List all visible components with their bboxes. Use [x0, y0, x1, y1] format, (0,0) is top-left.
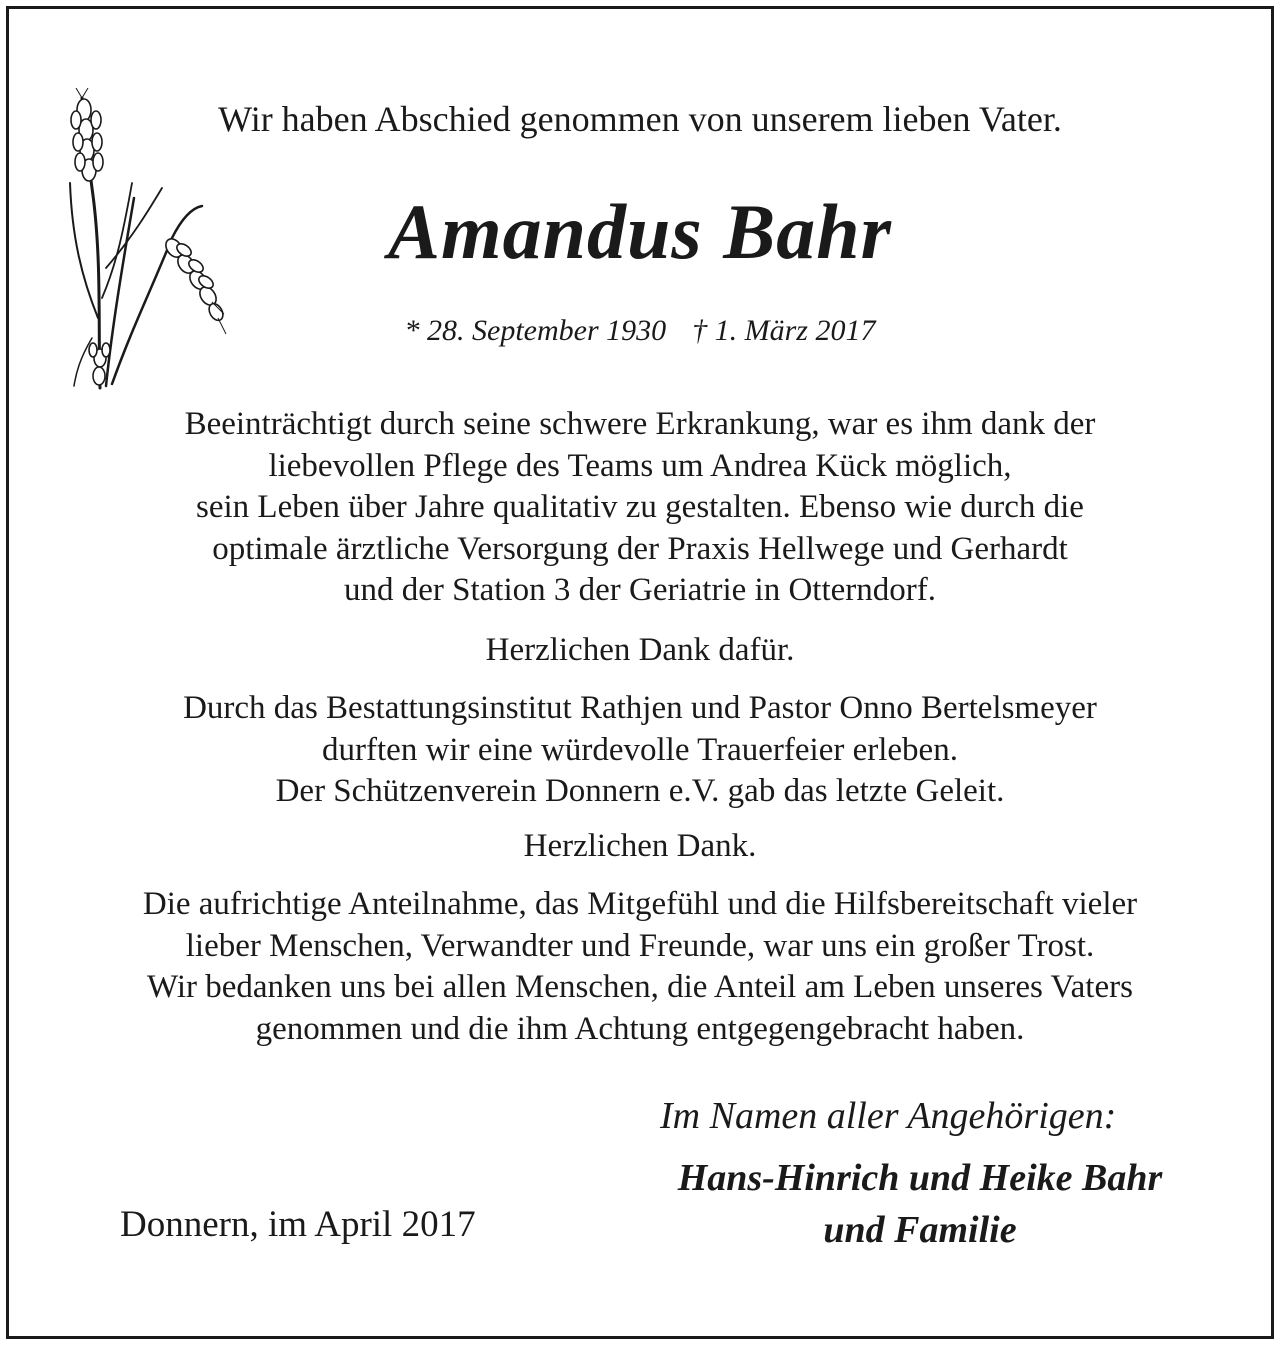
paragraph-line: Herzlichen Dank. [523, 828, 757, 864]
birth-date: * 28. September 1930 [404, 314, 667, 347]
paragraph-line: Die aufrichtige Anteilnahme, das Mitgefühl und die Hilfsbereitschaft vieler [142, 886, 1138, 922]
paragraph-line: Beeinträchtigt durch seine schwere Erkrankung, war es ihm dank der [184, 406, 1096, 442]
signature-line: Hans-Hinrich und Heike Bahr [677, 1157, 1163, 1199]
paragraph-care [0, 404, 1280, 612]
death-date: † 1. März 2017 [692, 314, 876, 347]
paragraph-line: Wir bedanken uns bei allen Menschen, die Anteil am Leben unseres Vaters [147, 969, 1133, 1005]
paragraph-line: und der Station 3 der Geriatrie in Otterndorf. [344, 572, 936, 608]
signature-line: und Familie [823, 1209, 1017, 1251]
paragraph-line: Herzlichen Dank dafür. [485, 632, 795, 668]
paragraph-line: Durch das Bestattungsinstitut Rathjen und Pastor Onno Bertelsmeyer [183, 690, 1097, 726]
paragraph-line: liebevollen Pflege des Teams um Andrea Kück möglich, [268, 447, 1012, 484]
paragraph-thanks-1 [0, 630, 1280, 672]
intro-line: Wir haben Abschied genommen von unserem lieben Vater. [218, 99, 1062, 139]
paragraph-sympathy [0, 884, 1280, 1050]
deceased-name: Amandus Bahr [387, 188, 893, 275]
paragraph-funeral [0, 688, 1280, 813]
paragraph-line: genommen und die ihm Achtung entgegengebracht haben. [255, 1010, 1025, 1047]
paragraph-line: durften wir eine würdevolle Trauerfeier erleben. [322, 731, 958, 768]
paragraph-line: lieber Menschen, Verwandter und Freunde, war uns ein großer Trost. [185, 927, 1095, 964]
place-date: Donnern, im April 2017 [120, 1204, 476, 1245]
signature-names [620, 1152, 1220, 1256]
life-dates [0, 311, 1280, 351]
paragraph-thanks-2 [0, 826, 1280, 868]
signature-intro: Im Namen aller Angehörigen: [660, 1095, 1117, 1137]
paragraph-line: sein Leben über Jahre qualitativ zu gestalten. Ebenso wie durch die [196, 489, 1084, 525]
paragraph-line: Der Schützenverein Donnern e.V. gab das letzte Geleit. [275, 773, 1005, 809]
paragraph-line: optimale ärztliche Versorgung der Praxis Hellwege und Gerhardt [212, 530, 1068, 567]
